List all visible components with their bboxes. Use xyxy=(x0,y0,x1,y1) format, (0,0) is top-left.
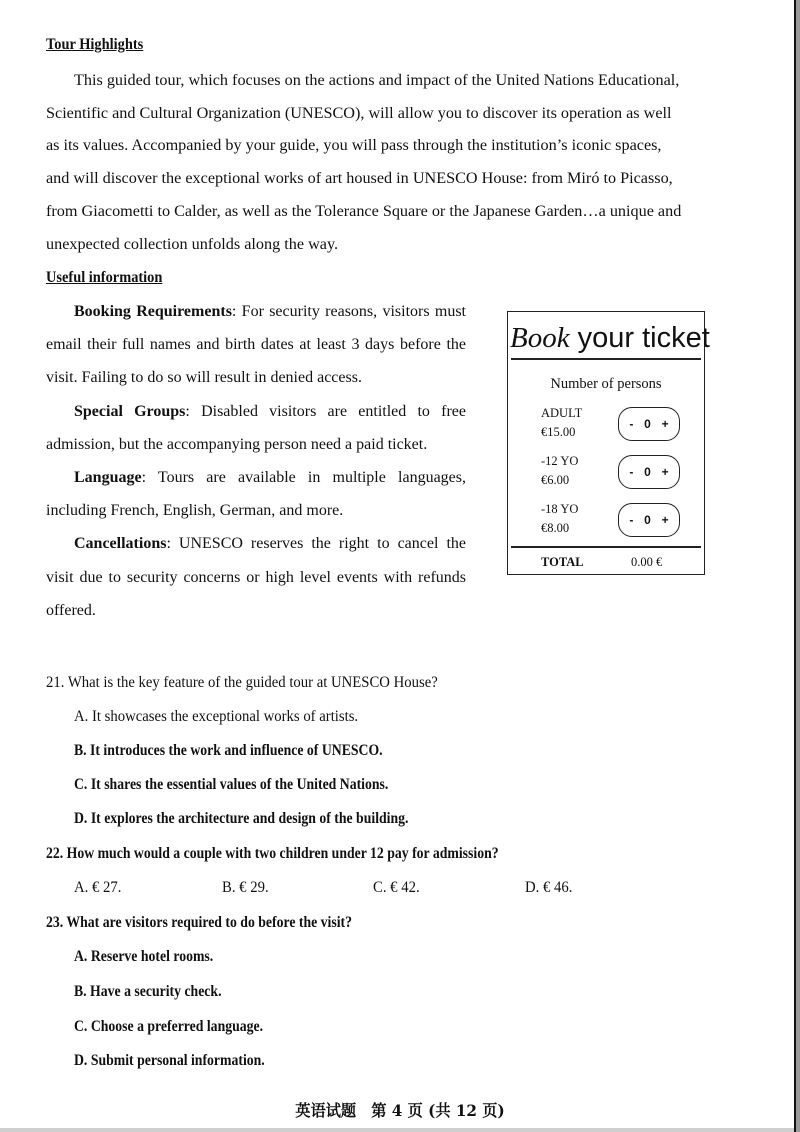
divider xyxy=(511,358,701,360)
info-text: : Disabled visitors are entitled to free admission, but the accompanying person need a paid ticket. xyxy=(46,402,467,453)
category-name: -18 YO xyxy=(541,502,579,516)
info-text: : UNESCO reserves the right to cancel the visit due to security concerns or high level events with refunds offered. xyxy=(46,535,466,619)
minus-button[interactable]: - xyxy=(629,513,634,527)
para-line: Scientific and Cultural Organization (UNESCO), will allow you to discover its operation as well xyxy=(46,103,672,122)
plus-button[interactable]: + xyxy=(661,417,669,431)
number-of-persons-label: Number of persons xyxy=(550,376,662,392)
category-price: €6.00 xyxy=(541,473,570,487)
quantity-value: 0 xyxy=(644,417,651,431)
info-item-booking xyxy=(46,295,466,395)
quantity-stepper-under-18[interactable] xyxy=(618,503,680,537)
quantity-value: 0 xyxy=(644,513,651,527)
plus-button[interactable]: + xyxy=(661,513,669,527)
quantity-stepper-under-12[interactable] xyxy=(618,455,680,489)
ticket-row-under-12 xyxy=(541,452,701,492)
info-text: : For security reasons, visitors must email their full names and birth dates at least 3 days before the visit. Failing to do so will result in denied access. xyxy=(46,303,466,387)
info-text: : Tours are available in multiple languages, including French, English, German, and more. xyxy=(46,469,466,520)
category-price: €8.00 xyxy=(541,521,570,535)
ticket-title-rest: your ticket xyxy=(569,322,710,354)
ticket-category xyxy=(541,404,582,442)
page-footer: 英语试题 第 4 页 (共 12 页) xyxy=(295,1101,505,1120)
para-line: and will discover the exceptional works of art housed in UNESCO House: from Miró to Picasso, xyxy=(46,169,673,188)
quantity-stepper-adult[interactable] xyxy=(618,407,680,441)
ticket-title-italic: Book xyxy=(510,322,570,354)
question-23-stem: 23. What are visitors required to do before the visit? xyxy=(46,914,353,931)
info-item-language xyxy=(46,461,466,527)
useful-information-heading: Useful information xyxy=(46,269,163,286)
info-term: Booking Requirements xyxy=(74,303,232,320)
ticket-row-adult xyxy=(541,404,701,444)
question-22-option-a: A. € 27. xyxy=(74,879,122,896)
para-line: from Giacometti to Calder, as well as the Tolerance Square or the Japanese Garden…a unique and xyxy=(46,201,682,220)
question-23-option-b: B. Have a security check. xyxy=(74,983,222,1000)
ticket-category xyxy=(541,500,578,538)
question-22-stem: 22. How much would a couple with two children under 12 pay for admission? xyxy=(46,845,499,862)
question-21-stem: 21. What is the key feature of the guided tour at UNESCO House? xyxy=(46,674,438,691)
question-21-option-d: D. It explores the architecture and design of the building. xyxy=(74,810,409,827)
question-21-option-b: B. It introduces the work and influence of UNESCO. xyxy=(74,742,383,759)
question-22-option-c: C. € 42. xyxy=(373,879,420,896)
category-price: €15.00 xyxy=(541,425,576,439)
minus-button[interactable]: - xyxy=(629,465,634,479)
quantity-value: 0 xyxy=(644,465,651,479)
page-shadow-right xyxy=(796,0,800,1132)
divider xyxy=(511,546,701,548)
useful-information-list xyxy=(46,295,466,627)
question-22-option-b: B. € 29. xyxy=(222,879,269,896)
tour-highlights-heading: Tour Highlights xyxy=(46,36,144,53)
question-22-option-d: D. € 46. xyxy=(525,879,573,896)
info-item-special-groups xyxy=(46,395,466,461)
plus-button[interactable]: + xyxy=(661,465,669,479)
ticket-row-under-18 xyxy=(541,500,701,540)
question-23-option-c: C. Choose a preferred language. xyxy=(74,1018,264,1035)
info-item-cancellations xyxy=(46,527,466,627)
para-line: as its values. Accompanied by your guide, you will pass through the institution’s iconic spaces, xyxy=(46,136,662,155)
tour-highlights-paragraph xyxy=(46,64,744,260)
category-name: -12 YO xyxy=(541,454,579,468)
info-term: Special Groups xyxy=(74,402,186,420)
page-shadow-bottom xyxy=(0,1128,794,1132)
info-term: Cancellations xyxy=(74,535,167,553)
category-name: ADULT xyxy=(541,406,583,420)
total-label: TOTAL xyxy=(541,555,584,569)
ticket-category xyxy=(541,452,578,490)
question-21-option-a: A. It showcases the exceptional works of artists. xyxy=(74,708,359,725)
total-value: 0.00 € xyxy=(631,555,663,569)
question-23-option-d: D. Submit personal information. xyxy=(74,1052,265,1069)
question-21-option-c: C. It shares the essential values of the United Nations. xyxy=(74,776,389,793)
book-ticket-widget xyxy=(507,311,710,575)
info-term: Language xyxy=(74,469,142,487)
ticket-title xyxy=(510,322,710,355)
question-23-option-a: A. Reserve hotel rooms. xyxy=(74,948,214,965)
para-line: This guided tour, which focuses on the actions and impact of the United Nations Educational, xyxy=(74,71,680,89)
minus-button[interactable]: - xyxy=(629,417,634,431)
para-line: unexpected collection unfolds along the way. xyxy=(46,234,339,253)
